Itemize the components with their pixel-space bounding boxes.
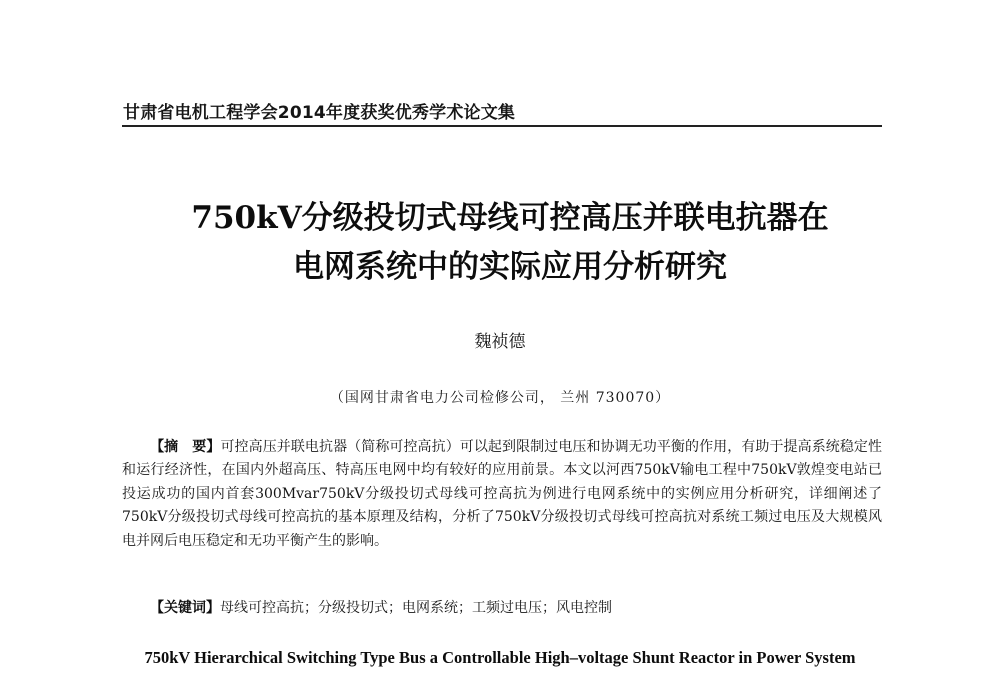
title-line-2: 电网系统中的实际应用分析研究	[293, 249, 727, 285]
abstract-text: 可控高压并联电抗器（简称可控高抗）可以起到限制过电压和协调无功平衡的作用，有助于提高系统稳定性和运行经济性，在国内外超高压、特高压电网中均有较好的应用前景。本文以河西750kV输电工程中750kV敦煌变电站已投运成功的国内首套300Mvar750kV分级投切式母线可控高抗为例进行电网系统中的实例应用分析研究，详细阐述了750kV分级投切式母线可控高抗的基本原理及结构，分析了750kV分级投切式母线可控高抗对系统工频过电压及大规模风电并网后电压稳定和无功平衡产生的影响。	[122, 439, 883, 549]
author-name: 魏祯德	[474, 332, 526, 352]
keywords	[150, 597, 880, 617]
header-rule	[122, 125, 882, 127]
abstract-label: 【摘 要】	[150, 439, 221, 455]
journal-header: 甘肃省电机工程学会2014年度获奖优秀学术论文集	[123, 103, 516, 123]
keywords-text: 母线可控高抗；分级投切式；电网系统；工频过电压；风电控制	[220, 600, 612, 616]
keywords-label: 【关键词】	[150, 600, 220, 616]
english-title: 750kV Hierarchical Switching Type Bus a Controllable High–voltage Shunt Reactor in Power System	[144, 648, 856, 667]
title-line-1: 750kV分级投切式母线可控高压并联电抗器在	[191, 200, 829, 236]
abstract	[122, 436, 882, 553]
author-affiliation: （国网甘肃省电力公司检修公司， 兰州 730070）	[329, 390, 671, 406]
